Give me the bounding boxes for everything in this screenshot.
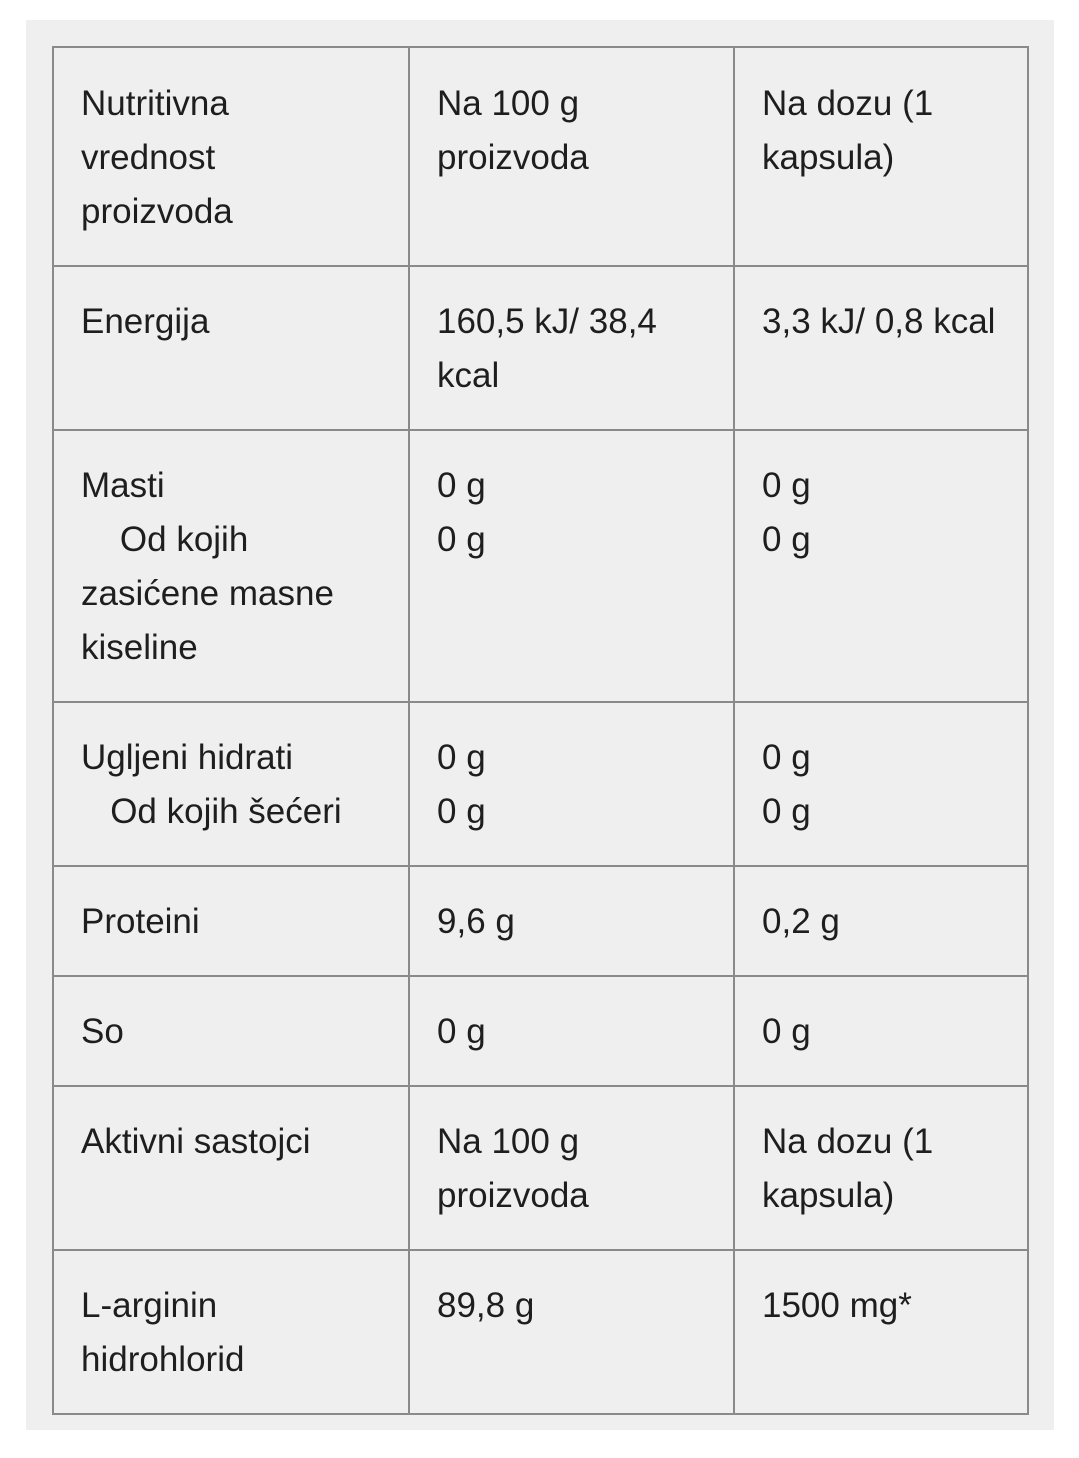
table-row-salt [53, 976, 1028, 1086]
per100-cell: 160,5 kJ/ 38,4 kcal [409, 266, 734, 430]
header-nutrient-cell: Nutritivna vrednost proizvoda [53, 47, 409, 266]
table-row-l-arginine [53, 1250, 1028, 1414]
nutrient-cell: Masti Od kojih zasićene masne kiseline [53, 430, 409, 702]
table-row-active-ingredients [53, 1086, 1028, 1250]
nutrient-cell: Energija [53, 266, 409, 430]
table-row-carbohydrates [53, 702, 1028, 866]
nutrient-cell: So [53, 976, 409, 1086]
perdose-cell: 0 g 0 g [734, 430, 1028, 702]
header-per100-cell: Na 100 g proizvoda [409, 47, 734, 266]
perdose-cell: 0 g 0 g [734, 702, 1028, 866]
per100-cell: 89,8 g [409, 1250, 734, 1414]
nutrient-cell: L-arginin hidrohlorid [53, 1250, 409, 1414]
per100-cell: 0 g [409, 976, 734, 1086]
table-row-fats [53, 430, 1028, 702]
perdose-cell: Na dozu (1 kapsula) [734, 1086, 1028, 1250]
nutrient-cell: Ugljeni hidrati Od kojih šećeri [53, 702, 409, 866]
nutrient-cell: Proteini [53, 866, 409, 976]
table-header-row [53, 47, 1028, 266]
perdose-cell: 0,2 g [734, 866, 1028, 976]
perdose-cell: 1500 mg* [734, 1250, 1028, 1414]
per100-cell: 9,6 g [409, 866, 734, 976]
perdose-cell: 3,3 kJ/ 0,8 kcal [734, 266, 1028, 430]
table-row-energy [53, 266, 1028, 430]
per100-cell: 0 g 0 g [409, 430, 734, 702]
nutrition-table [52, 46, 1029, 1415]
table-row-proteins [53, 866, 1028, 976]
nutrient-cell: Aktivni sastojci [53, 1086, 409, 1250]
perdose-cell: 0 g [734, 976, 1028, 1086]
per100-cell: 0 g 0 g [409, 702, 734, 866]
header-perdose-cell: Na dozu (1 kapsula) [734, 47, 1028, 266]
per100-cell: Na 100 g proizvoda [409, 1086, 734, 1250]
